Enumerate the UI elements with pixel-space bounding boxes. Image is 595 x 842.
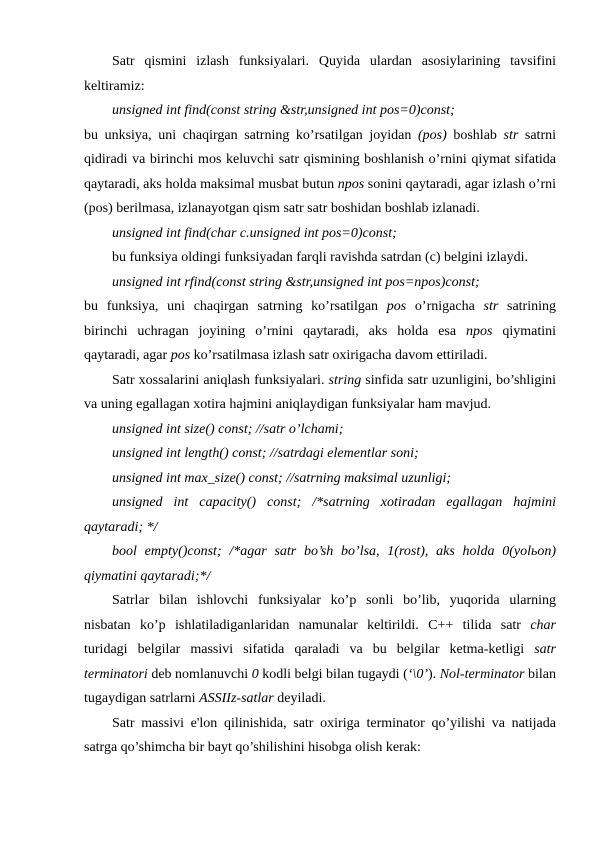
paragraph-terminator-note: Satr massivi e'lon qilinishida, satr oxiriga terminator qo’yilishi va natijada satrga qo’shimcha bir bayt qo’shilishini hisobga olish kerak: — [84, 715, 556, 755]
code-find-string: unsigned int find(const string &str,unsigned int pos=0)const; — [112, 103, 455, 118]
paragraph-char-array-explanation: Satrlar bilan ishlovchi funksiyalar ko’p sonli bo’lib, yuqorida ularning nisbatan ko’p ishlatiladiganlaridan namunalar keltirildi. C++ tilida satr char turidagi belgilar massivi sifatida qaraladi va bu belgilar ketma-ketligi satr terminatori deb nomlanuvchi 0 kodli belgi bilan tugaydi (‘\0’). Nol-terminator bilan tugaydigan satrlarni ASSIIz-satlar deyiladi. — [84, 593, 556, 706]
code-max-size: unsigned int max_size() const; //satrning maksimal uzunligi; — [112, 470, 452, 486]
paragraph-find-char-description: bu funksiya oldingi funksiyadan farqli ravishda satrdan (c) belgini izlaydi. — [112, 250, 529, 265]
code-length: unsigned int length() const; //satrdagi elementlar soni; — [112, 446, 419, 461]
paragraph-find-string-description: bu unksiya, uni chaqirgan satrning ko’rsatilgan joyidan (pos) boshlab str satrni qidiradi va birinchi mos keluvchi satr qismining boshlanish o’rnini qiymat sifatida qaytaradi, aks holda maksimal musbat butun npos sonini qaytaradi, agar izlash o’rni (pos) berilmasa, izlanayotgan qism satr satr boshidan boshlab izlanadi. — [84, 127, 556, 216]
paragraph-search-functions-intro: Satr qismini izlash funksiyalari. Quyida ulardan asosiylarining tavsifini keltiramiz: — [84, 54, 556, 94]
code-empty: bool empty()const; /*agar satr bo’sh bo’lsa, 1(rost), aks holda 0(yolьon) qiymatini qaytaradi;*/ — [84, 544, 556, 584]
code-capacity: unsigned int capacity() const; /*satrning xotiradan egallagan hajmini qaytaradi; */ — [84, 495, 556, 535]
document-page — [84, 50, 556, 761]
code-size: unsigned int size() const; //satr o’lchami; — [112, 421, 344, 437]
paragraph-rfind-description: bu funksiya, uni chaqirgan satrning ko’rsatilgan pos o’rnigacha str satrining birinchi uchragan joyining o’rnini qaytaradi, aks holda esa npos qiymatini qaytaradi, agar pos ko’rsatilmasa izlash satr oxirigacha davom ettiriladi. — [84, 299, 556, 363]
code-rfind: unsigned int rfind(const string &str,unsigned int pos=npos)const; — [112, 274, 480, 290]
code-find-char: unsigned int find(char c.unsigned int pos=0)const; — [112, 225, 397, 241]
paragraph-properties-intro: Satr xossalarini aniqlash funksiyalari. string sinfida satr uzunligini, bo’shligini va uning egallagan xotira hajmini aniqlaydigan funksiyalar ham mavjud. — [84, 372, 556, 412]
